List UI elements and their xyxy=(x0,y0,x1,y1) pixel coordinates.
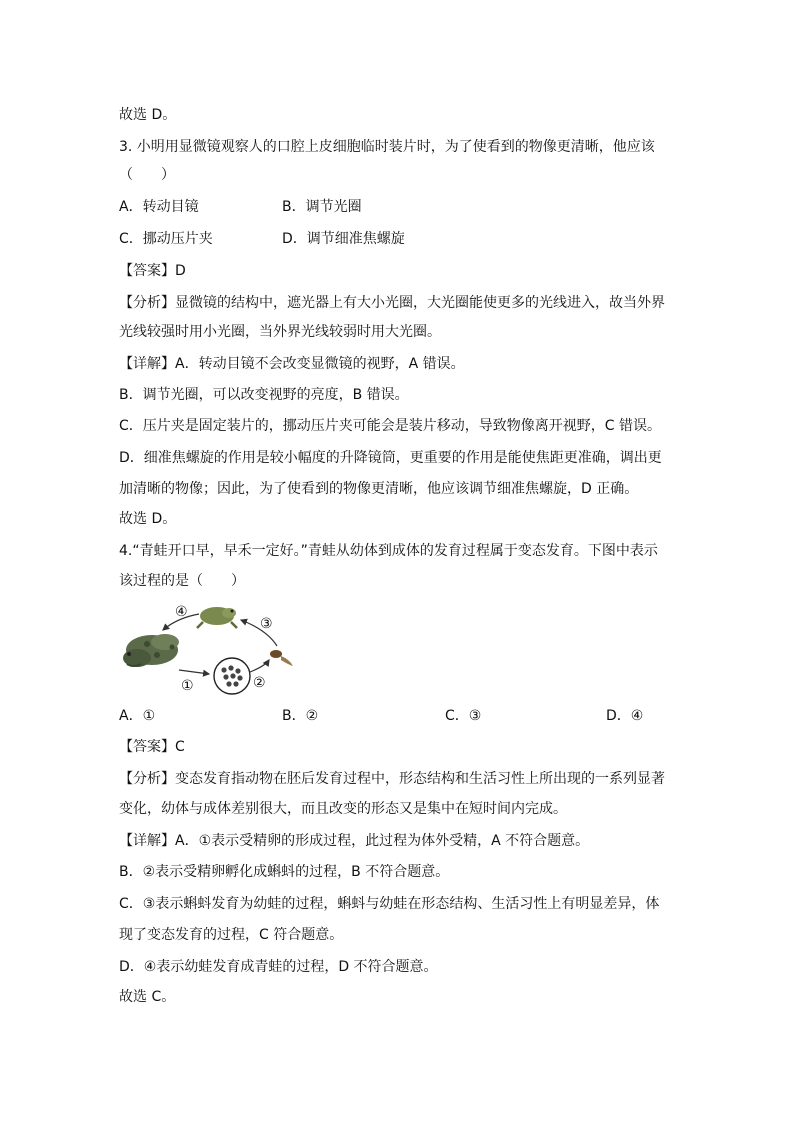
q3-answer: 【答案】D xyxy=(119,263,186,279)
young-frog-image xyxy=(197,607,237,628)
q4-detail-b: B．②表示受精卵孵化成蝌蚪的过程，B 不符合题意。 xyxy=(119,864,450,880)
label-3: ③ xyxy=(260,616,273,632)
q3-detail-c: C．压片夹是固定装片的，挪动压片夹可能会是装片移动，导致物像离开视野，C 错误。 xyxy=(119,418,661,434)
q3-detail-d-cont: 加清晰的物像；因此，为了使看到的物像更清晰，他应该调节细准焦螺旋，D 正确。 xyxy=(119,481,639,497)
frog-life-cycle-figure xyxy=(117,600,307,700)
question-4-stem-cont: 该过程的是（ ） xyxy=(119,573,245,589)
q4-option-d: D．④ xyxy=(606,708,644,724)
q3-option-d: D．调节细准焦螺旋 xyxy=(282,231,405,247)
question-4-stem: 4.“青蛙开口早，早禾一定好。”青蛙从幼体到成体的发育过程属于变态发育。下图中表示 xyxy=(119,543,658,559)
q3-analysis: 【分析】显微镜的结构中，遮光器上有大小光圈，大光圈能使更多的光线进入，故当外界 xyxy=(119,295,665,311)
q3-detail-d: D．细准焦螺旋的作用是较小幅度的升降镜筒，更重要的作用是能使焦距更准确，调出更 xyxy=(119,450,662,466)
text-line: 故选 D。 xyxy=(119,107,177,123)
q4-option-c: C．③ xyxy=(445,708,482,724)
q4-option-b: B．② xyxy=(282,708,319,724)
tadpole-image xyxy=(270,650,293,666)
q4-analysis: 【分析】变态发育指动物在胚后发育过程中，形态结构和生活习性上所出现的一系列显著 xyxy=(119,771,665,787)
question-3-stem: 3. 小明用显微镜观察人的口腔上皮细胞临时装片时，为了使看到的物像更清晰，他应该 xyxy=(119,139,655,155)
q4-detail-d: D．④表示幼蛙发育成青蛙的过程，D 不符合题意。 xyxy=(119,959,438,975)
q4-detail-a: 【详解】A．①表示受精卵的形成过程，此过程为体外受精，A 不符合题意。 xyxy=(119,833,590,849)
q4-conclusion: 故选 C。 xyxy=(119,989,176,1005)
q4-analysis-cont: 变化，幼体与成体差别很大，而且改变的形态又是集中在短时间内完成。 xyxy=(119,801,567,817)
q3-conclusion: 故选 D。 xyxy=(119,511,177,527)
q3-option-a: A．转动目镜 xyxy=(119,199,199,215)
q4-option-a: A．① xyxy=(119,708,156,724)
adult-frogs-image xyxy=(123,634,179,667)
q3-analysis-cont: 光线较强时用小光圈，当外界光线较弱时用大光圈。 xyxy=(119,324,441,340)
arrow-2 xyxy=(250,660,269,672)
label-4: ④ xyxy=(175,604,188,620)
q3-detail-b: B．调节光圈，可以改变视野的亮度，B 错误。 xyxy=(119,387,409,403)
arrow-1 xyxy=(179,670,209,674)
q4-detail-c: C．③表示蝌蚪发育为幼蛙的过程，蝌蚪与幼蛙在形态结构、生活习性上有明显差异，体 xyxy=(119,896,660,912)
question-3-blank: （ ） xyxy=(119,167,175,183)
q3-option-c: C．挪动压片夹 xyxy=(119,231,213,247)
frog-eggs-image xyxy=(214,658,250,694)
q3-option-b: B．调节光圈 xyxy=(282,199,362,215)
label-2: ② xyxy=(253,675,266,691)
q3-detail-a: 【详解】A．转动目镜不会改变显微镜的视野，A 错误。 xyxy=(119,356,465,372)
q4-answer: 【答案】C xyxy=(119,739,185,755)
q4-detail-c-cont: 现了变态发育的过程，C 符合题意。 xyxy=(119,927,344,943)
label-1: ① xyxy=(181,678,194,694)
